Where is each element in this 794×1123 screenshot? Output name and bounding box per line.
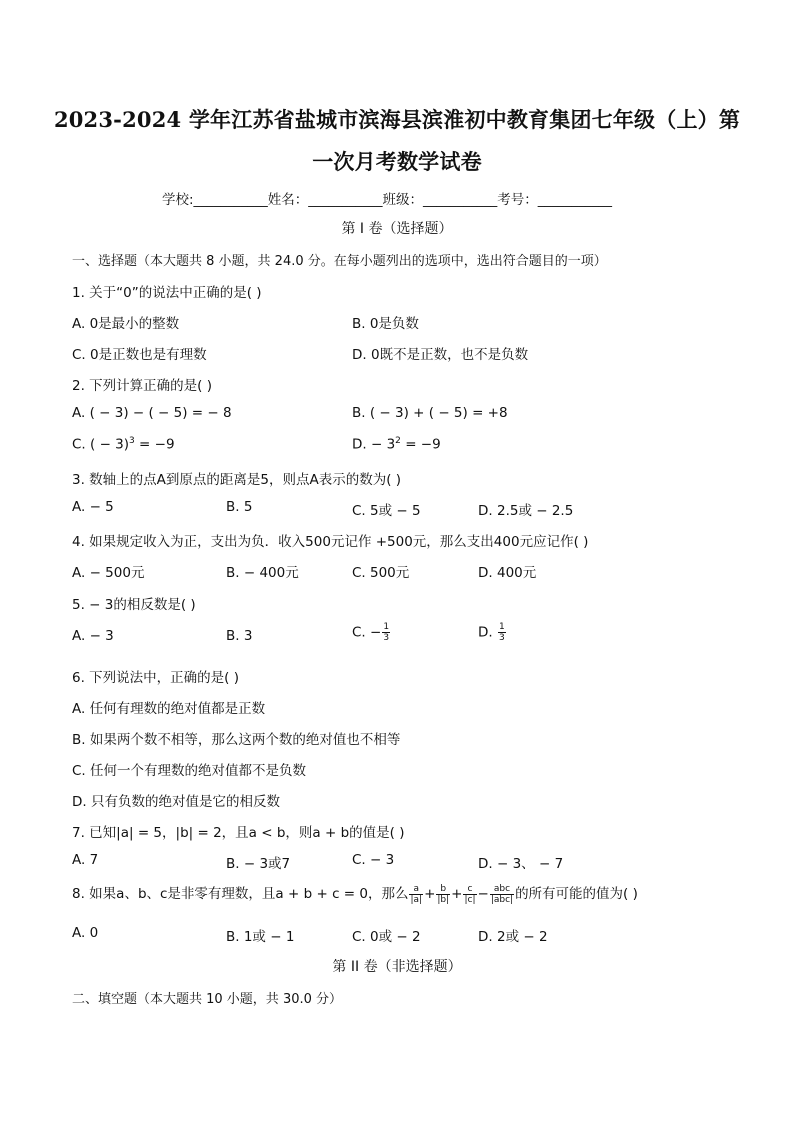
q5-stem: 5. − 3的相反数是( ) <box>72 597 196 613</box>
q3-option-a: A. − 5 <box>72 499 114 515</box>
q8-fraction-abc <box>490 884 514 905</box>
q4-stem: 4. 如果规定收入为正，支出为负．收入500元记作 +500元，那么支出400元应记作( ) <box>72 534 589 550</box>
q7-option-d: D. − 3、 − 7 <box>478 856 564 872</box>
q8-stem-prefix: 8. 如果a、b、c是非零有理数，且a + b + c = 0，那么 <box>72 886 409 902</box>
q8-f1-denominator: |a| <box>410 894 423 905</box>
q8-fraction-c <box>463 884 476 905</box>
part1-heading: 第 I 卷（选择题） <box>341 221 453 237</box>
q5-option-d <box>478 622 507 643</box>
q8-f2-denominator: |b| <box>437 894 450 905</box>
q8-f3-denominator: |c| <box>464 894 476 905</box>
q2-d-base: D. − 3 <box>352 436 396 453</box>
exam-title-line2: 一次月考数学试卷 <box>312 149 482 174</box>
q5-d-fraction <box>498 622 506 643</box>
q5-d-numerator: 1 <box>498 622 505 632</box>
q6-option-c: C. 任何一个有理数的绝对值都不是负数 <box>72 763 307 779</box>
q7-stem: 7. 已知|a| = 5，|b| = 2，且a < b，则a + b的值是( ) <box>72 825 405 841</box>
q2-c-base: C. ( − 3) <box>72 436 130 453</box>
q8-fraction-a <box>409 884 423 905</box>
q8-option-d: D. 2或 − 2 <box>478 929 548 945</box>
q7-option-a: A. 7 <box>72 852 99 868</box>
q8-fraction-b <box>436 884 450 905</box>
exam-title-line1: 2023-2024 学年江苏省盐城市滨海县滨淮初中教育集团七年级（上）第 <box>53 107 741 132</box>
q8-stem <box>72 882 638 905</box>
q8-f3-numerator: c <box>463 884 476 895</box>
q3-option-b: B. 5 <box>226 499 253 515</box>
q8-stem-suffix: 的所有可能的值为( ) <box>515 886 638 902</box>
q2-stem: 2. 下列计算正确的是( ) <box>72 378 212 394</box>
q1-option-c: C. 0是正数也是有理数 <box>72 347 207 363</box>
q7-option-b: B. − 3或7 <box>226 856 291 872</box>
q2-c-rest: = −9 <box>134 436 175 453</box>
q5-c-denominator: 3 <box>383 633 390 643</box>
q4-option-a: A. − 500元 <box>72 565 145 581</box>
q5-option-a: A. − 3 <box>72 628 114 644</box>
q2-option-d <box>352 436 441 453</box>
q5-option-b: B. 3 <box>226 628 253 644</box>
q4-option-d: D. 400元 <box>478 565 537 581</box>
q8-option-b: B. 1或 − 1 <box>226 929 295 945</box>
q4-option-b: B. − 400元 <box>226 565 299 581</box>
q1-option-a: A. 0是最小的整数 <box>72 316 180 332</box>
q5-d-prefix: D. <box>478 624 497 641</box>
part2-heading: 第 II 卷（非选择题） <box>332 959 462 975</box>
q6-option-b: B. 如果两个数不相等，那么这两个数的绝对值也不相等 <box>72 732 401 748</box>
q2-d-exponent: 2 <box>395 436 401 446</box>
q8-plus-1: + <box>424 886 436 902</box>
q1-stem: 1. 关于“0”的说法中正确的是( ) <box>72 285 262 301</box>
q2-option-c <box>72 436 175 453</box>
q8-f4-numerator: abc <box>490 884 514 895</box>
q3-option-c: C. 5或 − 5 <box>352 503 421 519</box>
student-info-fields: 学校:___________姓名：___________班级：___________考号：___________ <box>162 192 613 208</box>
section1-intro: 一、选择题（本大题共 8 小题，共 24.0 分。在每小题列出的选项中，选出符合题目的一项） <box>72 254 607 269</box>
q2-d-rest: = −9 <box>400 436 441 453</box>
q8-f1-numerator: a <box>409 884 423 895</box>
q5-c-fraction <box>382 622 390 643</box>
q8-plus-2: + <box>451 886 463 902</box>
q3-stem: 3. 数轴上的点A到原点的距离是5，则点A表示的数为( ) <box>72 472 402 488</box>
q6-option-a: A. 任何有理数的绝对值都是正数 <box>72 701 266 717</box>
q5-c-prefix: C. − <box>352 624 382 641</box>
q7-option-c: C. − 3 <box>352 852 395 868</box>
q8-f2-numerator: b <box>436 884 450 895</box>
q5-d-denominator: 3 <box>498 633 505 643</box>
q6-stem: 6. 下列说法中，正确的是( ) <box>72 670 239 686</box>
q8-option-a: A. 0 <box>72 925 99 941</box>
q2-option-a: A. ( − 3) − ( − 5) = − 8 <box>72 405 232 421</box>
q2-c-exponent: 3 <box>129 436 135 446</box>
q5-c-numerator: 1 <box>383 622 390 632</box>
q4-option-c: C. 500元 <box>352 565 410 581</box>
q8-f4-denominator: |abc| <box>490 894 514 905</box>
section2-intro: 二、填空题（本大题共 10 小题，共 30.0 分） <box>72 992 343 1007</box>
q1-option-d: D. 0既不是正数，也不是负数 <box>352 347 529 363</box>
q5-option-c <box>352 622 391 643</box>
q8-option-c: C. 0或 − 2 <box>352 929 421 945</box>
q8-minus: − <box>477 886 489 902</box>
q2-option-b: B. ( − 3) + ( − 5) = +8 <box>352 405 508 421</box>
q3-option-d: D. 2.5或 − 2.5 <box>478 503 574 519</box>
q6-option-d: D. 只有负数的绝对值是它的相反数 <box>72 794 280 810</box>
q1-option-b: B. 0是负数 <box>352 316 419 332</box>
